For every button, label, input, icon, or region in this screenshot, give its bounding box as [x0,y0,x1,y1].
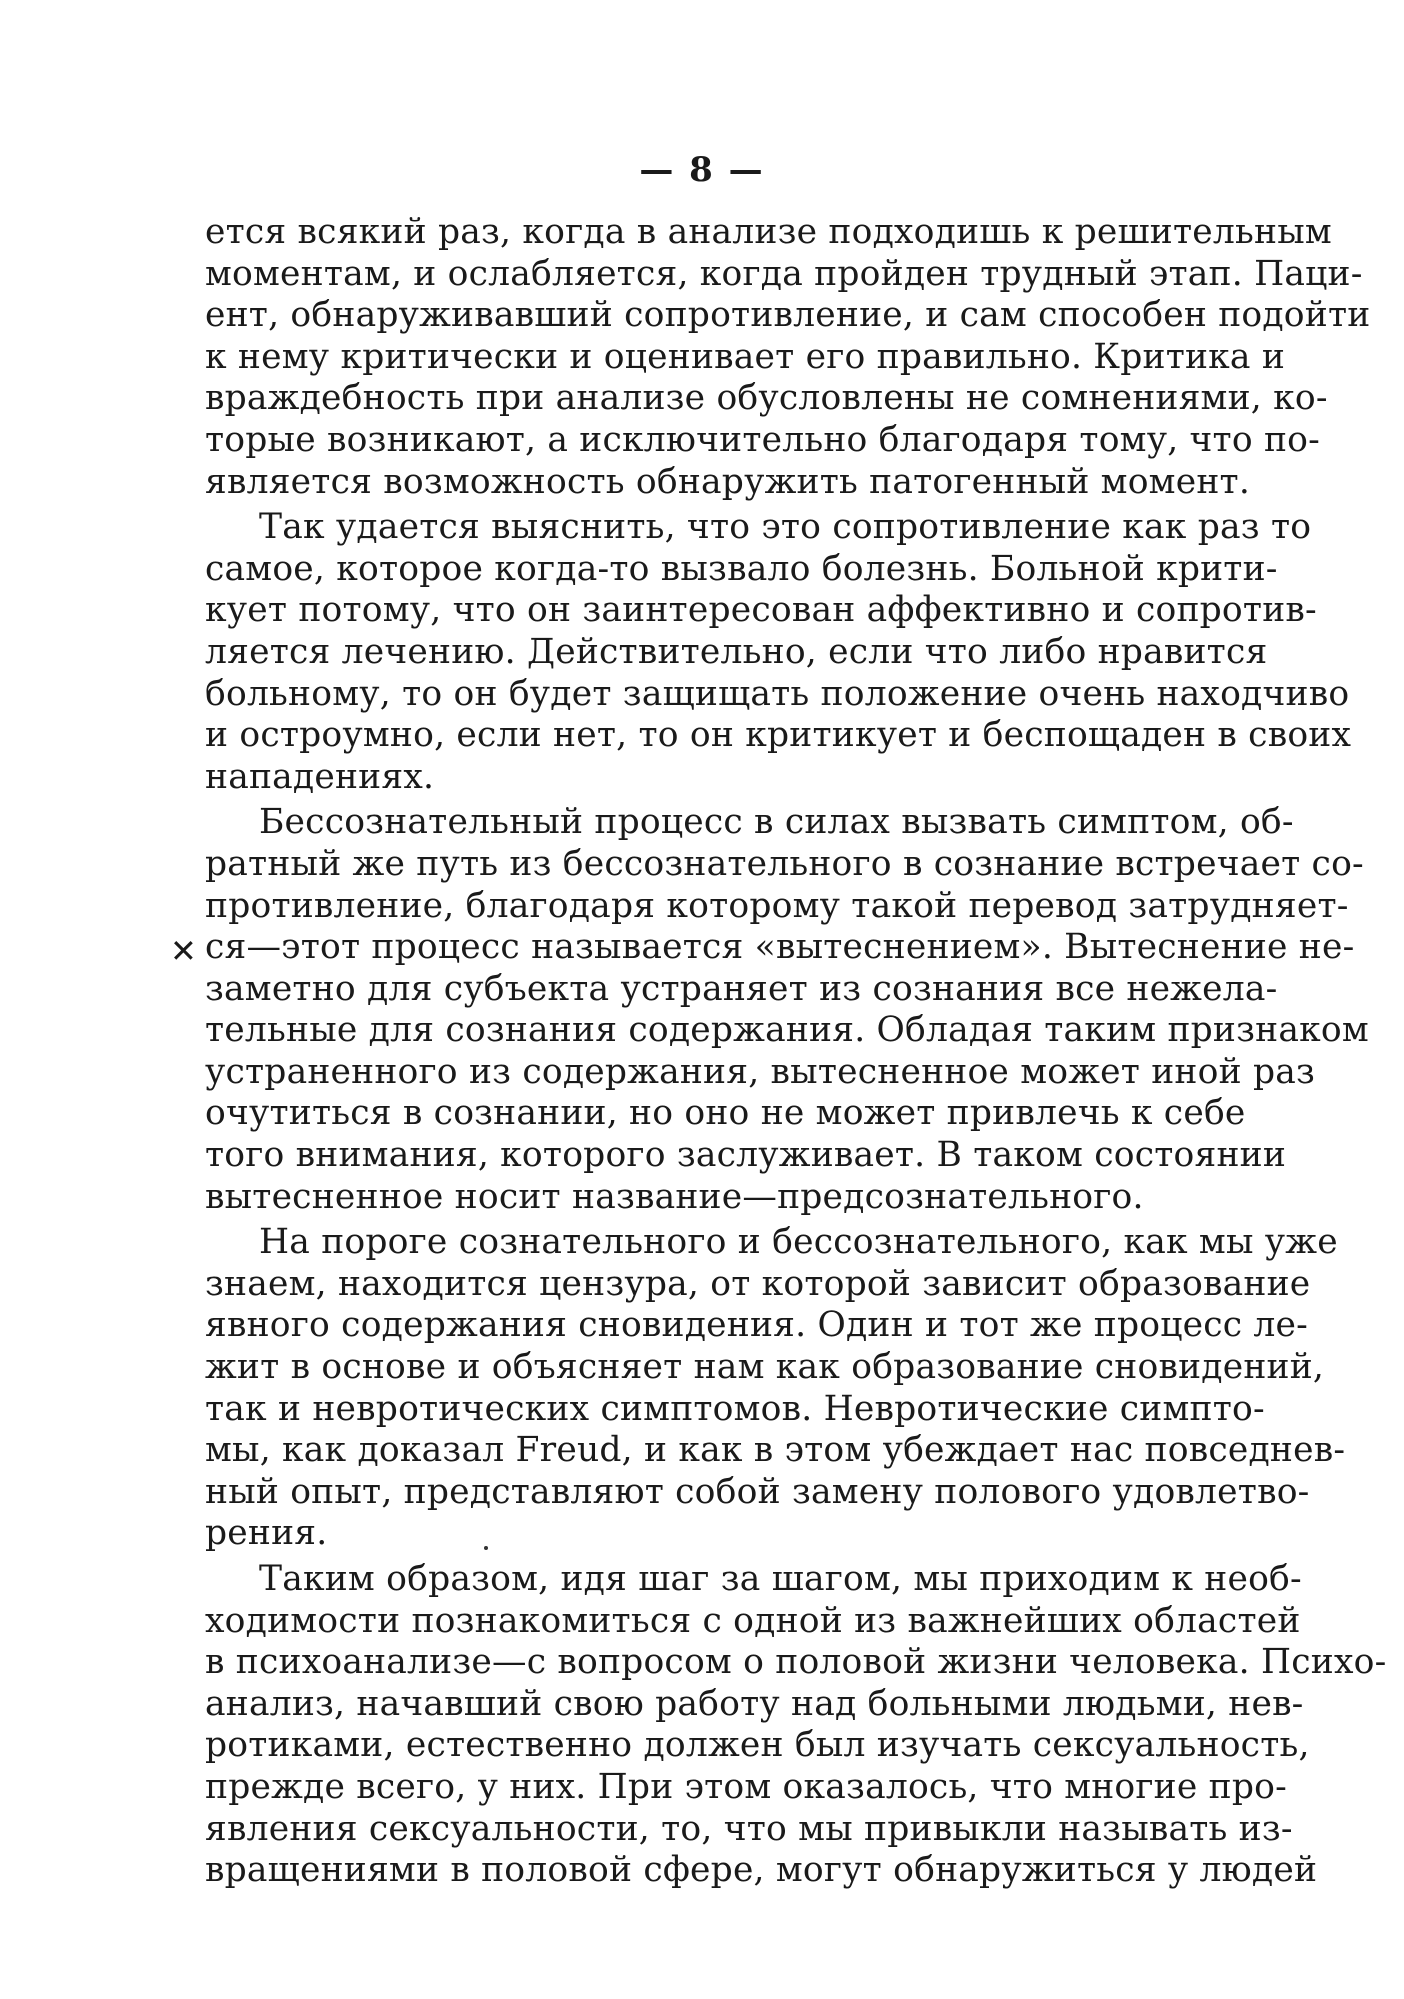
text-line: очутиться в сознании, но оно не может привлечь к себе [205,1093,1246,1134]
text-line: устраненного из содержания, вытесненное может иной раз [205,1051,1316,1092]
text-line: нападениях. [205,756,435,797]
paragraph [205,802,1369,1218]
text-line: кует потому, что он заинтересован аффективно и сопротив- [205,590,1317,631]
text-line: к нему критически и оценивает его правильно. Критика и [205,336,1286,377]
text-line: жит в основе и объясняет нам как образование сновидений, [205,1347,1325,1388]
text-line: ратный же путь из бессознательного в сознание встречает со- [205,843,1364,884]
text-line: Так удается выяснить, что это сопротивление как раз то [259,507,1312,548]
paragraph [205,507,1352,798]
text-line: в психоанализе—с вопросом о половой жизни человека. Психо- [205,1642,1387,1683]
text-line: так и невротических симптомов. Невротические симпто- [205,1388,1265,1429]
text-line: Бессознательный процесс в силах вызвать симптом, об- [259,802,1294,843]
text-line: самое, которое когда-то вызвало болезнь. Больной крити- [205,548,1278,589]
text-line: ется всякий раз, когда в анализе подходишь к решительным [205,212,1332,252]
text-line: вытесненное носит название—предсознательного. [205,1176,1144,1217]
paragraph [205,1222,1346,1555]
text-line: торые возникают, а исключительно благодаря тому, что по- [205,419,1320,460]
margin-mark: ✕ [170,932,197,970]
text-line: ляется лечению. Действительно, если что либо нравится [205,631,1268,672]
text-line: ротиками, естественно должен был изучать сексуальность, [205,1725,1310,1766]
body-text [205,212,1387,1892]
text-line: явления сексуальности, то, что мы привыкли называть из- [205,1808,1293,1849]
text-line: ся—этот процесс называется «вытеснением». Вытеснение не- [205,927,1355,968]
text-line: тельные для сознания содержания. Обладая таким признаком [205,1010,1369,1051]
paragraph [205,1559,1387,1892]
text-line: прежде всего, у них. При этом оказалось, что многие про- [205,1766,1287,1807]
text-line: является возможность обнаружить патогенный момент. [205,461,1250,502]
text-line: На пороге сознательного и бессознательного, как мы уже [259,1222,1338,1263]
text-line: ент, обнаруживавший сопротивление, и сам способен подойти [205,295,1371,336]
text-line: того внимания, которого заслуживает. В таком состоянии [205,1135,1287,1176]
text-line: больному, то он будет защищать положение очень находчиво [205,673,1350,714]
text-line: анализ, начавший свою работу над больными людьми, нев- [205,1683,1304,1724]
text-line: враждебность при анализе обусловлены не сомнениями, ко- [205,378,1328,419]
page-number: — 8 — [639,150,765,190]
paragraph [205,212,1371,503]
text-line: вращениями в половой сфере, могут обнаружиться у людей [205,1850,1318,1891]
text-line: заметно для субъекта устраняет из сознания все нежела- [205,968,1278,1009]
text-line: моментам, и ослабляется, когда пройден трудный этап. Паци- [205,253,1363,294]
text-line: и остроумно, если нет, то он критикует и беспощаден в своих [205,715,1352,756]
text-line: явного содержания сновидения. Один и тот же процесс ле- [205,1305,1309,1346]
text-line: рения. [205,1513,328,1554]
text-line: Таким образом, идя шаг за шагом, мы приходим к необ- [259,1559,1302,1599]
text-line: противление, благодаря которому такой перевод затрудняет- [205,885,1349,926]
text-line: ходимости познакомиться с одной из важнейших областей [205,1600,1301,1641]
text-line: ный опыт, представляют собой замену полового удовлетво- [205,1471,1310,1512]
text-line: знаем, находится цензура, от которой зависит образование [205,1263,1311,1304]
text-line: мы, как доказал Freud, и как в этом убеждает нас повседнев- [205,1430,1346,1471]
